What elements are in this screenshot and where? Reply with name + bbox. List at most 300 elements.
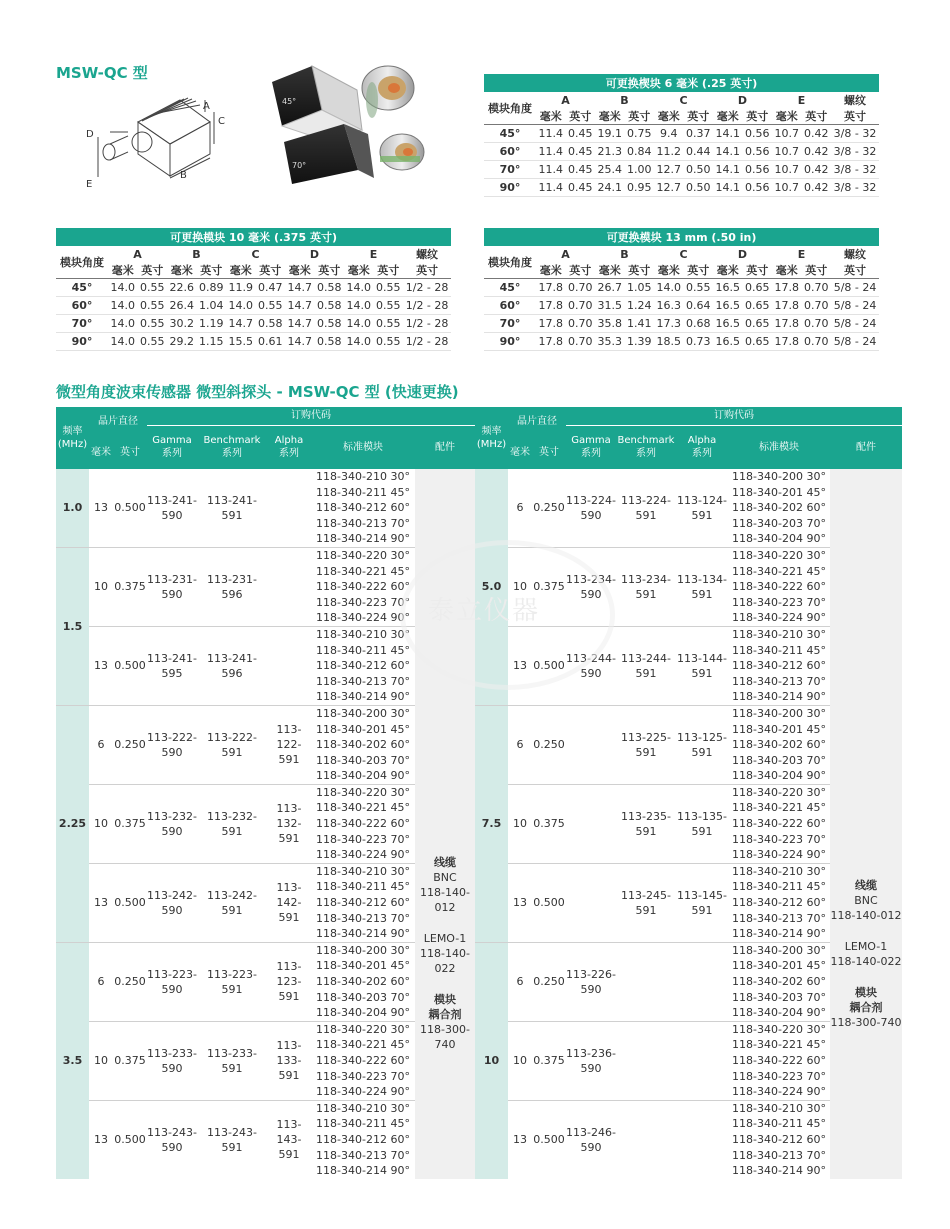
alpha-code-cell: 113-144- 591 [676,626,728,705]
accessory-module: 模块 [434,993,456,1007]
value-cell: 0.47 [256,279,286,297]
frequency-cell: 3.5 [56,942,89,1178]
value-cell: 17.8 [536,297,566,315]
unit-inch: 英寸 [684,262,714,279]
alpha-code-cell: 113-123- 591 [267,942,311,1021]
unit-mm: 毫米 [536,262,566,279]
gamma-code-cell: 113-241- 590 [147,493,197,522]
value-cell: 0.45 [566,143,596,161]
alpha-code-cell [267,626,311,705]
value-cell: 0.37 [684,125,714,143]
value-cell: 11.4 [536,143,566,161]
angle-cell: 60° [484,297,536,315]
crystal-inch-cell: 0.500 [113,1100,147,1178]
gamma-code-cell [566,784,616,863]
crystal-mm-cell: 10 [89,784,113,863]
value-cell: 1/2 - 28 [403,297,451,315]
col-crystal: 晶片直径 [89,407,147,435]
module-code-cell: 118-340-210 30° 118-340-211 45° 118-340-212 60° 118-340-213 70° 118-340-214 90° [311,863,415,942]
value-cell: 0.45 [566,179,596,197]
value-cell: 0.42 [802,143,832,161]
gamma-code-cell: 113-223- 590 [147,942,197,1021]
accessory-lemo-code: 118-140-022 [830,954,902,968]
value-cell: 14.1 [713,161,743,179]
value-cell: 14.0 [654,279,684,297]
module-code-cell: 118-340-200 30° 118-340-201 45° 118-340-202 60° 118-340-203 70° 118-340-204 90° [311,705,415,784]
unit-inch: 英寸 [374,262,404,279]
label-c: C [218,116,225,127]
value-cell: 14.0 [108,297,138,315]
crystal-mm-cell: 13 [508,863,532,942]
value-cell: 11.9 [226,279,256,297]
col-crystal: 晶片直径 [508,407,566,435]
alpha-code-cell: 113-125- 591 [676,705,728,784]
value-cell: 14.0 [344,297,374,315]
col-d: D [737,247,748,261]
unit-inch: 英寸 [315,262,345,279]
crystal-inch-cell: 0.500 [114,501,146,515]
crystal-mm-cell: 13 [89,1100,113,1178]
value-cell: 0.42 [802,125,832,143]
table-row [56,942,902,1021]
value-cell: 3/8 - 32 [831,161,879,179]
value-cell: 1.24 [625,297,655,315]
unit-inch: 英寸 [197,262,227,279]
spec-row [484,125,879,143]
value-cell: 0.61 [256,333,286,351]
value-cell: 0.45 [566,161,596,179]
value-cell: 3/8 - 32 [831,125,879,143]
accessory-couplant-code: 118-300-740 [420,1023,470,1052]
alpha-code-cell: 113-133- 591 [267,1021,311,1100]
unit-inch: 英寸 [831,262,879,279]
frequency-cell: 1.0 [56,469,89,547]
crystal-mm-cell: 10 [508,1021,532,1100]
value-cell: 0.70 [802,297,832,315]
value-cell: 10.7 [772,143,802,161]
value-cell: 0.70 [566,297,596,315]
value-cell: 16.5 [713,297,743,315]
value-cell: 11.4 [536,125,566,143]
unit-inch: 英寸 [566,108,596,125]
label-a: A [203,101,210,112]
value-cell: 0.70 [802,315,832,333]
alpha-code-cell [676,1021,728,1100]
crystal-inch-cell: 0.375 [113,547,147,626]
product-photo [262,60,442,195]
value-cell: 16.5 [713,279,743,297]
value-cell: 14.7 [285,315,315,333]
accessory-couplant: 耦合剂 [428,1008,462,1022]
value-cell: 14.7 [226,315,256,333]
value-cell: 0.55 [374,279,404,297]
value-cell: 14.0 [108,315,138,333]
value-cell: 17.3 [654,315,684,333]
col-thread: 螺纹 [844,94,866,107]
alpha-code-cell [267,469,311,547]
value-cell: 0.56 [743,161,773,179]
unit-inch: 英寸 [566,262,596,279]
value-cell: 11.4 [536,161,566,179]
col-std-module: 标准模块 [311,425,415,469]
crystal-mm-cell: 6 [508,705,532,784]
alpha-code-cell: 113-142- 591 [267,863,311,942]
unit-mm: 毫米 [713,108,743,125]
crystal-inch-cell: 0.250 [533,501,565,515]
value-cell: 9.4 [654,125,684,143]
module-code-cell: 118-340-210 30° 118-340-211 45° 118-340-212 60° 118-340-213 70° 118-340-214 90° [728,626,830,705]
table-6mm [484,74,879,197]
col-b: B [620,93,629,107]
spec-row [484,143,879,161]
value-cell: 0.84 [625,143,655,161]
benchmark-code-cell: 113-222-591 [197,705,267,784]
value-cell: 10.7 [772,179,802,197]
crystal-inch-cell: 0.375 [113,1021,147,1100]
value-cell: 16.5 [713,315,743,333]
value-cell: 0.55 [256,297,286,315]
crystal-inch-cell: 0.250 [113,705,147,784]
accessory-cable: 线缆 [434,856,456,870]
unit-mm: 毫米 [595,108,625,125]
alpha-code-cell [676,1100,728,1178]
crystal-mm-cell: 10 [508,784,532,863]
gamma-code-cell: 113-243- 590 [147,1100,197,1178]
unit-inch: 英寸 [625,262,655,279]
alpha-code-cell: 113-124- 591 [677,493,727,522]
value-cell: 0.56 [743,143,773,161]
benchmark-code-cell [616,942,676,1021]
table-caption: 可更换模块 13 mm (.50 in) [484,228,879,246]
angle-cell: 45° [484,279,536,297]
value-cell: 0.55 [374,333,404,351]
gamma-code-cell: 113-226- 590 [566,942,616,1021]
unit-inch: 英寸 [802,108,832,125]
value-cell: 17.8 [536,315,566,333]
value-cell: 19.1 [595,125,625,143]
module-code-cell: 118-340-200 30° 118-340-201 45° 118-340-202 60° 118-340-203 70° 118-340-204 90° [311,942,415,1021]
value-cell: 1.19 [197,315,227,333]
alpha-code-cell: 113-143- 591 [267,1100,311,1178]
crystal-inch-cell: 0.500 [532,626,566,705]
photo-label-70: 70° [292,161,307,170]
value-cell: 17.8 [772,333,802,351]
crystal-inch-cell: 0.250 [532,705,566,784]
col-alpha: Alpha 系列 [267,425,311,469]
accessory-lemo: LEMO-1 [423,932,467,946]
value-cell: 3/8 - 32 [831,143,879,161]
crystal-mm-cell: 6 [516,501,524,515]
col-angle: 模块角度 [56,246,108,279]
unit-mm: 毫米 [772,262,802,279]
col-c: C [679,247,688,261]
value-cell: 0.50 [684,179,714,197]
spec-row [484,315,879,333]
value-cell: 0.70 [566,315,596,333]
col-benchmark: Benchmark 系列 [616,425,676,469]
value-cell: 21.3 [595,143,625,161]
value-cell: 0.55 [138,279,168,297]
value-cell: 0.55 [374,297,404,315]
module-code-cell: 118-340-210 30° 118-340-211 45° 118-340-212 60° 118-340-213 70° 118-340-214 90° [728,1100,830,1178]
crystal-mm-cell: 13 [508,1100,532,1178]
col-accessories: 配件 [830,425,902,469]
col-order-code: 订购代码 [147,407,475,425]
col-inch: 英寸 [113,435,147,469]
value-cell: 0.95 [625,179,655,197]
value-cell: 5/8 - 24 [831,333,879,351]
col-a: A [561,93,570,107]
value-cell: 1.15 [197,333,227,351]
value-cell: 1.00 [625,161,655,179]
crystal-inch-cell: 0.375 [532,547,566,626]
watermark: 泰立仪器 [428,596,541,626]
col-benchmark: Benchmark 系列 [197,425,267,469]
value-cell: 0.70 [566,333,596,351]
benchmark-code-cell: 113-232-591 [197,784,267,863]
value-cell: 0.73 [684,333,714,351]
gamma-code-cell: 113-236- 590 [566,1021,616,1100]
module-code-cell: 118-340-200 30° 118-340-201 45° 118-340-202 60° 118-340-203 70° 118-340-204 90° [728,705,830,784]
value-cell: 1.39 [625,333,655,351]
gamma-code-cell: 113-234- 590 [566,547,616,626]
accessory-couplant-code: 118-300-740 [830,1015,902,1029]
value-cell: 10.7 [772,161,802,179]
wedge-diagram [80,92,240,192]
alpha-code-cell: 113-145- 591 [676,863,728,942]
accessory-module: 模块 [855,985,877,999]
gamma-code-cell: 113-242- 590 [147,863,197,942]
alpha-code-cell: 113-134- 591 [676,547,728,626]
unit-mm: 毫米 [654,262,684,279]
spec-row [56,279,451,297]
spec-row [484,179,879,197]
value-cell: 29.2 [167,333,197,351]
angle-cell: 90° [484,179,536,197]
crystal-mm-cell: 13 [89,626,113,705]
value-cell: 14.1 [713,125,743,143]
angle-cell: 90° [484,333,536,351]
benchmark-code-cell [616,1021,676,1100]
crystal-mm-cell: 10 [89,1021,113,1100]
gamma-code-cell: 113-241- 595 [147,626,197,705]
value-cell: 14.1 [713,143,743,161]
value-cell: 0.45 [566,125,596,143]
angle-cell: 45° [56,279,108,297]
col-accessories: 配件 [415,425,475,469]
spec-row [484,333,879,351]
table-10mm [56,228,451,351]
col-freq: 频率 (MHz) [56,407,89,469]
col-thread: 螺纹 [844,248,867,261]
benchmark-code-cell: 113-244- 591 [616,626,676,705]
value-cell: 14.0 [344,315,374,333]
gamma-code-cell: 113-232- 590 [147,784,197,863]
frequency-cell: 10 [475,942,508,1178]
crystal-mm-cell: 6 [508,942,532,1021]
unit-mm: 毫米 [595,262,625,279]
module-code-cell: 118-340-210 30° 118-340-211 45° 118-340-212 60° 118-340-213 70° 118-340-214 90° [728,863,830,942]
module-code-cell: 118-340-210 30° 118-340-211 45° 118-340-212 60° 118-340-213 70° 118-340-214 90° [311,626,415,705]
value-cell: 0.70 [566,279,596,297]
alpha-code-cell: 113-135- 591 [676,784,728,863]
value-cell: 17.8 [772,279,802,297]
alpha-code-cell [267,547,311,626]
benchmark-code-cell: 113-231-596 [197,547,267,626]
value-cell: 0.55 [138,333,168,351]
benchmark-code-cell: 113-234- 591 [616,547,676,626]
value-cell: 0.50 [684,161,714,179]
table-caption: 可更换楔块 6 毫米 (.25 英寸) [484,74,879,92]
crystal-mm-cell: 6 [89,942,113,1021]
crystal-mm-cell: 13 [508,626,532,705]
value-cell: 14.0 [108,333,138,351]
spec-row [56,315,451,333]
col-d: D [737,93,748,107]
value-cell: 1/2 - 28 [403,333,451,351]
accessory-bnc: BNC [433,871,457,885]
value-cell: 26.7 [595,279,625,297]
value-cell: 0.89 [197,279,227,297]
gamma-code-cell [566,863,616,942]
col-e: E [797,247,806,261]
module-code-cell: 118-340-200 30° 118-340-201 45° 118-340-202 60° 118-340-203 70° 118-340-204 90° [728,942,830,1021]
module-code-cell: 118-340-220 30° 118-340-221 45° 118-340-222 60° 118-340-223 70° 118-340-224 90° [728,784,830,863]
crystal-inch-cell: 0.250 [532,942,566,1021]
col-a: A [133,247,142,261]
spec-row [56,297,451,315]
unit-mm: 毫米 [536,108,566,125]
col-inch: 英寸 [532,435,566,469]
value-cell: 0.70 [802,333,832,351]
benchmark-code-cell: 113-223-591 [197,942,267,1021]
col-d: D [309,247,320,261]
value-cell: 0.42 [802,179,832,197]
crystal-inch-cell: 0.375 [532,784,566,863]
table-row [56,705,902,784]
accessory-cable: 线缆 [855,878,877,892]
value-cell: 24.1 [595,179,625,197]
value-cell: 0.44 [684,143,714,161]
crystal-inch-cell: 0.250 [113,942,147,1021]
ordering-table [56,407,902,1179]
value-cell: 15.5 [226,333,256,351]
module-code-cell: 118-340-220 30° 118-340-221 45° 118-340-222 60° 118-340-223 70° 118-340-224 90° [311,547,415,626]
value-cell: 0.65 [743,279,773,297]
gamma-code-cell [566,705,616,784]
value-cell: 14.0 [226,297,256,315]
module-code-cell: 118-340-220 30° 118-340-221 45° 118-340-222 60° 118-340-223 70° 118-340-224 90° [311,1021,415,1100]
accessory-bnc: BNC [854,893,878,907]
col-alpha: Alpha 系列 [676,425,728,469]
value-cell: 14.7 [285,333,315,351]
value-cell: 11.2 [654,143,684,161]
crystal-mm-cell: 10 [508,547,532,626]
benchmark-code-cell: 113-233-591 [197,1021,267,1100]
value-cell: 0.75 [625,125,655,143]
value-cell: 0.55 [374,315,404,333]
unit-inch: 英寸 [831,108,879,125]
value-cell: 0.42 [802,161,832,179]
col-thread: 螺纹 [416,248,439,261]
table-row [56,469,902,547]
angle-cell: 70° [56,315,108,333]
angle-cell: 70° [484,161,536,179]
value-cell: 10.7 [772,125,802,143]
label-d: D [86,129,94,140]
value-cell: 0.56 [743,179,773,197]
value-cell: 22.6 [167,279,197,297]
spec-row [56,333,451,351]
frequency-cell: 2.25 [56,705,89,942]
gamma-code-cell: 113-246- 590 [566,1100,616,1178]
section-title: 微型角度波束传感器 微型斜探头 - MSW-QC 型 (快速更换) [56,383,459,401]
alpha-code-cell [676,942,728,1021]
benchmark-code-cell: 113-225- 591 [616,705,676,784]
value-cell: 35.3 [595,333,625,351]
col-b: B [192,247,201,261]
unit-inch: 英寸 [684,108,714,125]
col-angle: 模块角度 [484,246,536,279]
unit-inch: 英寸 [403,262,451,279]
alpha-code-cell: 113-132- 591 [267,784,311,863]
alpha-code-cell: 113-122- 591 [267,705,311,784]
benchmark-code-cell: 113-242-591 [197,863,267,942]
frequency-cell: 1.5 [56,547,89,705]
spec-row [484,279,879,297]
crystal-mm-cell: 13 [89,863,113,942]
value-cell: 12.7 [654,179,684,197]
module-code-cell: 118-340-220 30° 118-340-221 45° 118-340-222 60° 118-340-223 70° 118-340-224 90° [728,1021,830,1100]
value-cell: 5/8 - 24 [831,297,879,315]
benchmark-code-cell: 113-241-591 [207,493,257,522]
value-cell: 0.58 [315,315,345,333]
crystal-mm-cell: 13 [94,501,108,515]
col-e: E [369,247,378,261]
module-code-cell: 118-340-210 30° 118-340-211 45° 118-340-212 60° 118-340-213 70° 118-340-214 90° [311,1100,415,1178]
value-cell: 30.2 [167,315,197,333]
value-cell: 18.5 [654,333,684,351]
value-cell: 14.7 [285,297,315,315]
gamma-code-cell: 113-244- 590 [566,626,616,705]
value-cell: 3/8 - 32 [831,179,879,197]
benchmark-code-cell: 113-224- 591 [621,493,671,522]
photo-label-45: 45° [282,97,297,106]
unit-mm: 毫米 [772,108,802,125]
unit-mm: 毫米 [167,262,197,279]
unit-mm: 毫米 [654,108,684,125]
value-cell: 17.8 [536,333,566,351]
unit-inch: 英寸 [256,262,286,279]
unit-mm: 毫米 [344,262,374,279]
table-13mm [484,228,879,351]
value-cell: 0.68 [684,315,714,333]
value-cell: 0.55 [138,315,168,333]
value-cell: 17.8 [772,297,802,315]
crystal-inch-cell: 0.500 [532,1100,566,1178]
angle-cell: 70° [484,315,536,333]
value-cell: 1/2 - 28 [403,279,451,297]
value-cell: 17.8 [772,315,802,333]
unit-mm: 毫米 [108,262,138,279]
col-std-module: 标准模块 [728,425,830,469]
crystal-inch-cell: 0.375 [532,1021,566,1100]
benchmark-code-cell: 113-235- 591 [616,784,676,863]
frequency-cell: 5.0 [475,469,508,705]
col-c: C [251,247,260,261]
col-mm: 毫米 [508,435,532,469]
value-cell: 31.5 [595,297,625,315]
